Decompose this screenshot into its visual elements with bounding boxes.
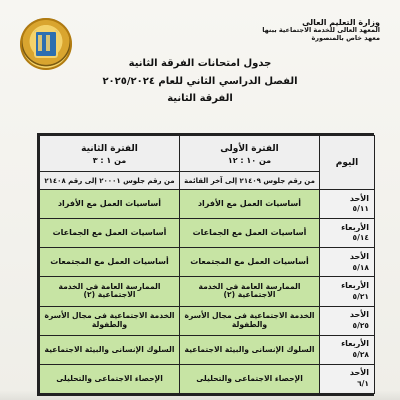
period2-subject-cell: أساسيات العمل مع الجماعات [40, 219, 180, 248]
period1-subject-cell: أساسيات العمل مع المجتمعات [180, 248, 320, 277]
day-name: الأحد [349, 368, 369, 378]
period2-subject-cell: الإحصاء الاجتماعى والتحليلى [40, 364, 180, 393]
period1-time: من ١٠ : ١٢ [227, 156, 272, 165]
schedule-table [39, 135, 375, 394]
schedule-table-wrapper [37, 133, 374, 396]
day-cell [320, 219, 375, 248]
period1-subject-cell: أساسيات العمل مع الجماعات [180, 219, 320, 248]
period2-subject-cell: الممارسة العامة فى الخدمة الاجتماعية (٢) [40, 277, 180, 306]
title-line-1: جدول امتحانات الفرقة الثانية [128, 58, 272, 69]
table-row [40, 219, 375, 248]
org-line-3: معهد خاص بالمنصورة [311, 33, 380, 42]
table-row [40, 248, 375, 277]
day-name: الأربعاء [341, 222, 369, 232]
day-name: الأربعاء [341, 280, 369, 290]
day-cell [320, 277, 375, 306]
period2-header [40, 136, 180, 172]
period1-subject-cell: الخدمة الاجتماعية فى مجال الأسرة والطفولة [180, 306, 320, 335]
org-line-2: المعهد العالى للخدمة الاجتماعية ببنها [262, 26, 380, 35]
day-date: ٥/١١ [352, 204, 369, 214]
period1-subject-cell: الممارسة العامة فى الخدمة الاجتماعية (٢) [180, 277, 320, 306]
day-name: الأحد [349, 193, 369, 203]
day-name: الأحد [349, 251, 369, 261]
period2-time: من ١ : ٣ [92, 156, 127, 165]
period2-subject-cell: السلوك الإنسانى والبيئة الاجتماعية [40, 335, 180, 364]
period1-subject-cell: السلوك الإنسانى والبيئة الاجتماعية [180, 335, 320, 364]
period2-subject-cell: أساسيات العمل مع الأفراد [40, 190, 180, 219]
day-date: ٦/١ [357, 379, 369, 389]
day-cell [320, 306, 375, 335]
day-date: ٥/١٨ [352, 262, 369, 272]
day-date: ٥/٢١ [352, 291, 369, 301]
paper-bottom-shadow [0, 390, 400, 400]
period1-subject-cell: الإحصاء الاجتماعى والتحليلى [180, 364, 320, 393]
period2-seat-range: من رقم جلوس ٢٠٠٠١ إلى رقم ٢١٤٠٨ [40, 172, 180, 190]
institute-logo [20, 18, 72, 70]
period1-header [180, 136, 320, 172]
day-cell [320, 190, 375, 219]
table-row [40, 277, 375, 306]
table-row [40, 306, 375, 335]
period1-title: الفترة الأولى [220, 144, 279, 154]
org-line-1: وزارة التعليم العالى [302, 18, 380, 27]
day-date: ٥/٢٥ [352, 320, 369, 330]
period2-title: الفترة الثانية [81, 144, 138, 154]
title-line-3: الفرقة الثانية [167, 93, 233, 104]
period2-subject-cell: الخدمة الاجتماعية فى مجال الأسرة والطفولة [40, 306, 180, 335]
table-row [40, 190, 375, 219]
day-cell [320, 248, 375, 277]
day-date: ٥/١٤ [352, 233, 369, 243]
day-name: الأربعاء [341, 339, 369, 349]
day-header-label: اليوم [335, 157, 359, 168]
table-row [40, 335, 375, 364]
org-header [260, 18, 380, 42]
day-column-header [320, 136, 375, 190]
day-date: ٥/٢٨ [352, 350, 369, 360]
logo-emblem-icon [34, 30, 58, 58]
period1-seat-range: من رقم جلوس ٢١٤٠٩ إلى آخر القائمة [180, 172, 320, 190]
day-name: الأحد [349, 310, 369, 320]
title-line-2: الفصل الدراسي الثاني للعام ٢٠٢٥/٢٠٢٤ [102, 75, 298, 87]
exam-schedule-title [70, 58, 330, 105]
period2-subject-cell: أساسيات العمل مع المجتمعات [40, 248, 180, 277]
period1-subject-cell: أساسيات العمل مع الأفراد [180, 190, 320, 219]
day-cell [320, 335, 375, 364]
